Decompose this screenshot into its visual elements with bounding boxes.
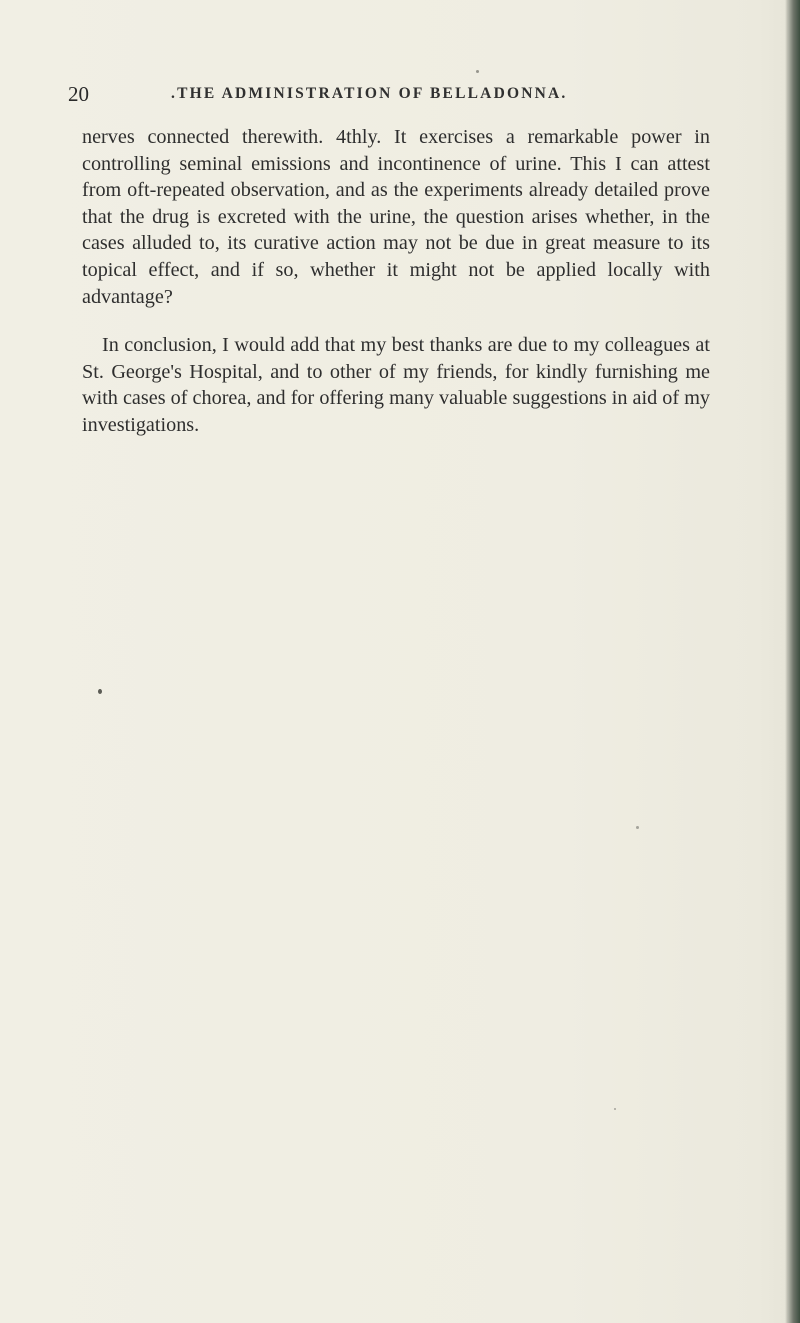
page-header <box>68 82 708 110</box>
paper-speck <box>636 826 639 829</box>
paragraph-nerves: nerves connected therewith. 4thly. It exercises a remarkable power in controlling seminal emissions and incontinence of urine. This I can attest from oft-repeated observation, and as the experiments already detailed prove that the drug is excreted with the urine, the question arises whether, in the cases alluded to, its curative action may not be due in great measure to its topical effect, and if so, whether it might not be applied locally with advantage? <box>82 126 710 308</box>
running-title: .THE ADMINISTRATION OF BELLADONNA. <box>171 85 568 102</box>
paper-speck <box>614 1108 616 1110</box>
book-spine-edge <box>788 0 800 1323</box>
body-text <box>82 124 710 439</box>
page-number: 20 <box>68 82 89 106</box>
paper-speck <box>476 70 479 73</box>
paper-speck <box>98 689 102 694</box>
paragraph-conclusion: In conclusion, I would add that my best thanks are due to my colleagues at St. George's Hospital, and to other of my friends, for kindly furnishing me with cases of chorea, and for offering many valuable suggestions in aid of my investigations. <box>82 334 710 436</box>
